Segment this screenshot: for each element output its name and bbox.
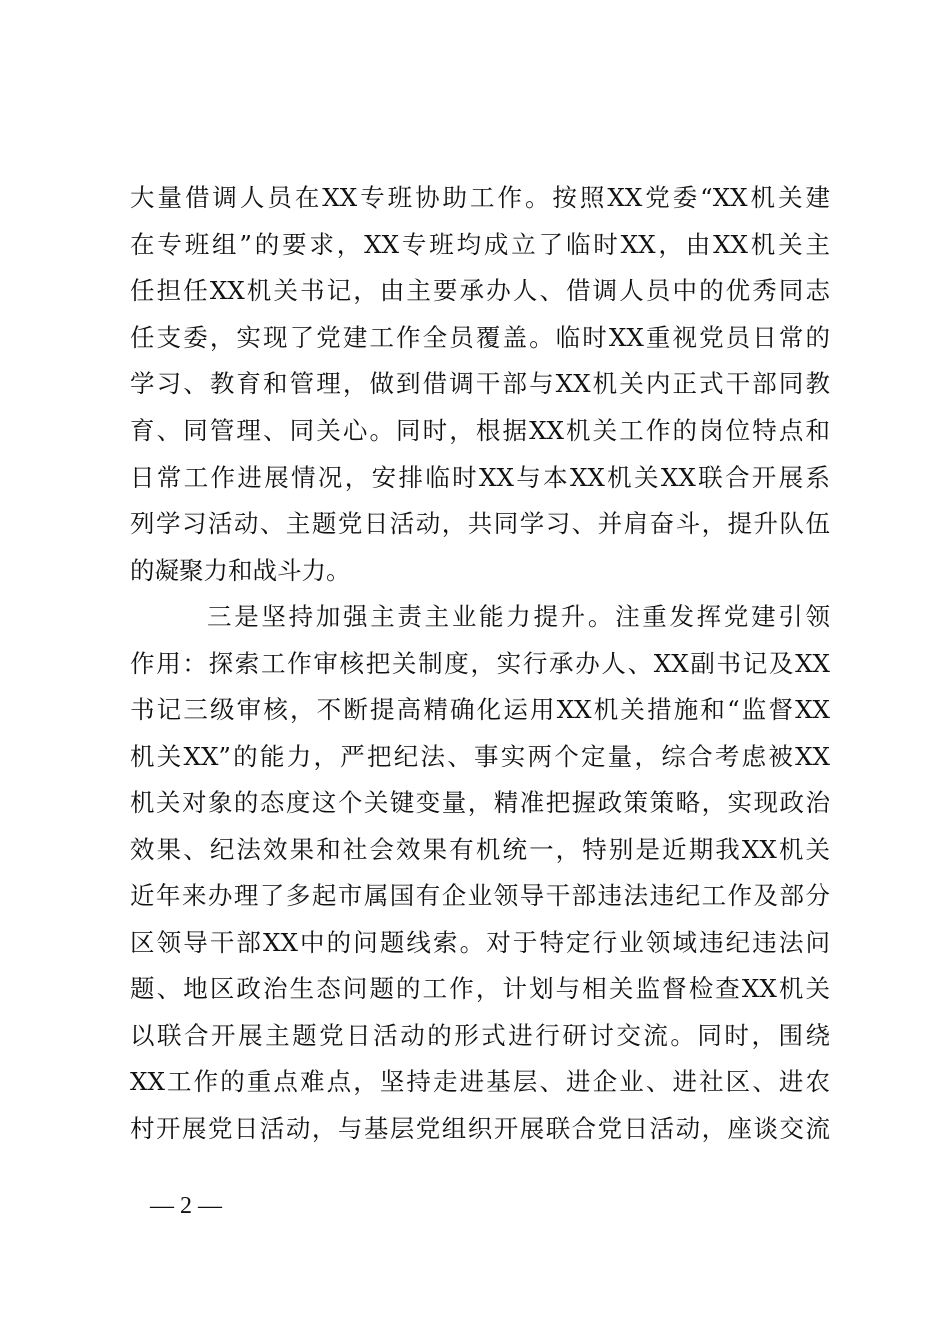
paragraph-2-line-11: XX工作的重点难点，坚持走进基层、进企业、进社区、进农 bbox=[130, 1067, 830, 1096]
paragraph-1-line-5: 学习、教育和管理，做到借调干部与XX机关内正式干部同教 bbox=[130, 369, 830, 398]
paragraph-2-line-1: 三是坚持加强主责主业能力提升。注重发挥党建引领 bbox=[207, 602, 830, 631]
paragraph-2-line-8: 区领导干部XX中的问题线索。对于特定行业领域违纪违法问 bbox=[130, 928, 830, 957]
paragraph-1-line-8: 列学习活动、主题党日活动，共同学习、并肩奋斗，提升队伍 bbox=[130, 509, 830, 538]
paragraph-2-line-5: 机关对象的态度这个关键变量，精准把握政策策略，实现政治 bbox=[130, 788, 830, 817]
paragraph-1-line-1: 大量借调人员在XX专班协助工作。按照XX党委“XX机关建 bbox=[130, 183, 830, 212]
paragraph-2-line-2: 作用：探索工作审核把关制度，实行承办人、XX副书记及XX bbox=[130, 649, 830, 678]
paragraph-2-line-12: 村开展党日活动，与基层党组织开展联合党日活动，座谈交流 bbox=[130, 1114, 830, 1143]
paragraph-1-line-4: 任支委，实现了党建工作全员覆盖。临时XX重视党员日常的 bbox=[130, 323, 830, 352]
paragraph-2-line-6: 效果、纪法效果和社会效果有机统一，特别是近期我XX机关 bbox=[130, 835, 830, 864]
paragraph-2-line-3: 书记三级审核，不断提高精确化运用XX机关措施和“监督XX bbox=[130, 695, 830, 724]
paragraph-1-line-3: 任担任XX机关书记，由主要承办人、借调人员中的优秀同志 bbox=[130, 276, 830, 305]
paragraph-2-line-10: 以联合开展主题党日活动的形式进行研讨交流。同时，围绕 bbox=[130, 1021, 830, 1050]
paragraph-2-line-9: 题、地区政治生态问题的工作，计划与相关监督检查XX机关 bbox=[130, 974, 830, 1003]
paragraph-1-line-2: 在专班组”的要求，XX专班均成立了临时XX，由XX机关主 bbox=[130, 230, 830, 259]
paragraph-1-line-9: 的凝聚力和战斗力。 bbox=[130, 556, 351, 585]
paragraph-2-line-7: 近年来办理了多起市属国有企业领导干部违法违纪工作及部分 bbox=[130, 881, 830, 910]
paragraph-2-line-4: 机关XX”的能力，严把纪法、事实两个定量，综合考虑被XX bbox=[130, 742, 830, 771]
paragraph-1-line-7: 日常工作进展情况，安排临时XX与本XX机关XX联合开展系 bbox=[130, 463, 830, 492]
paragraph-1-line-6: 育、同管理、同关心。同时，根据XX机关工作的岗位特点和 bbox=[130, 416, 830, 445]
page-number: — 2 — bbox=[150, 1193, 222, 1219]
